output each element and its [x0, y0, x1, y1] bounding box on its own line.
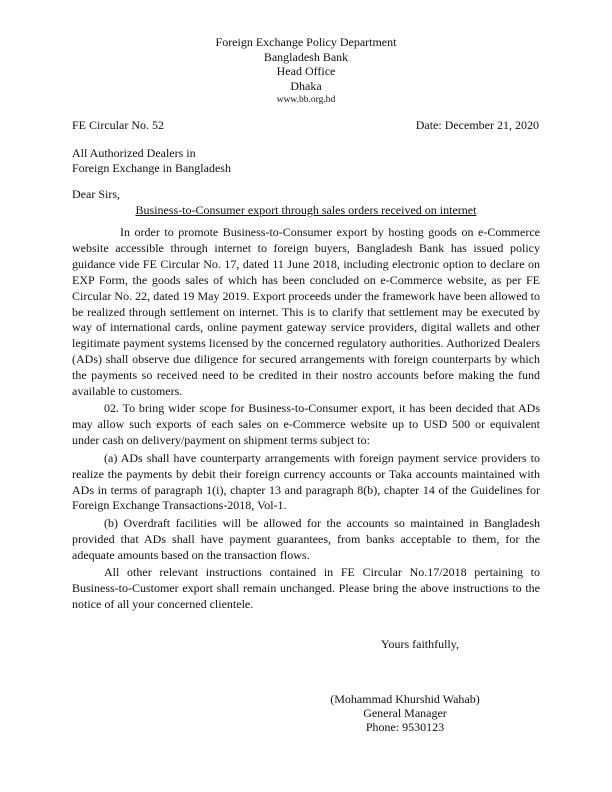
- paragraph-condition-a: (a) ADs shall have counterparty arrangements with foreign payment service providers to realize the payments by debit their foreign currency accounts or Taka accounts maintained with ADs in terms of paragraph 1(i), chapter 13 and paragraph 8(b), chapter 14 of the Guidelines for Foreign Exchange Transactions-2018, Vol-1.: [72, 450, 540, 513]
- paragraph-intro: In order to promote Business-to-Consumer export by hosting goods on e-Commerce website accessible through internet to foreign buyers, Bangladesh Bank has issued policy guidance vide FE Circular No. 17, dated 11 June 2018, including electronic option to declare on EXP Form, the goods sales of which has been concluded on e-Commerce website, as per FE Circular No. 22, dated 19 May 2019. Export proceeds under the framework have been allowed to be realized through settlement on internet. This is to clarify that settlement may be executed by way of international cards, online payment gateway service providers, digital wallets and other legitimate payment systems licensed by the concerned regulatory authorities. Authorized Dealers (ADs) shall observe due diligence for secured arrangements with foreign counterparts by which the payments so received need to be credited in their nostro accounts before making the fund available to customers.: [72, 225, 540, 399]
- addressee: [72, 146, 231, 176]
- letter-body: [72, 225, 540, 614]
- website-link[interactable]: www.bb.org.bd: [276, 95, 336, 105]
- city-name: Dhaka: [290, 78, 322, 93]
- addressee-line-1: All Authorized Dealers in: [72, 146, 196, 160]
- paragraph-closing-instructions: All other relevant instructions contained in FE Circular No.17/2018 pertaining to Business-to-Customer export shall remain unchanged. Please bring the above instructions to the notice of all your concerned clientele.: [72, 565, 540, 611]
- subject-line: Business-to-Consumer export through sales orders received on internet: [135, 203, 477, 217]
- signatory-title: General Manager: [363, 706, 447, 720]
- office-name: Head Office: [276, 64, 336, 78]
- closing-phrase: Yours faithfully,: [380, 637, 459, 651]
- paragraph-condition-b: (b) Overdraft facilities will be allowed for the accounts so maintained in Bangladesh provided that ADs shall have payment guarantees, from banks acceptable to them, for the adequate amounts based on the transaction flows.: [72, 515, 540, 562]
- letterhead: [0, 35, 612, 108]
- signatory-name: (Mohammad Khurshid Wahab): [330, 692, 480, 706]
- signature-block: [305, 692, 505, 734]
- addressee-line-2: Foreign Exchange in Bangladesh: [72, 161, 231, 175]
- circular-number: FE Circular No. 52: [72, 118, 164, 132]
- salutation: Dear Sirs,: [72, 187, 120, 201]
- circular-date: Date: December 21, 2020: [415, 118, 539, 132]
- bank-name: Bangladesh Bank: [263, 49, 349, 64]
- paragraph-02: 02. To bring wider scope for Business-to-Consumer export, it has been decided that ADs may allow such exports of each sales on e-Commerce website up to USD 500 or equivalent under cash on delivery/payment on shipment terms subject to:: [72, 401, 540, 448]
- department-name: Foreign Exchange Policy Department: [215, 35, 397, 49]
- signatory-phone: Phone: 9530123: [365, 720, 445, 734]
